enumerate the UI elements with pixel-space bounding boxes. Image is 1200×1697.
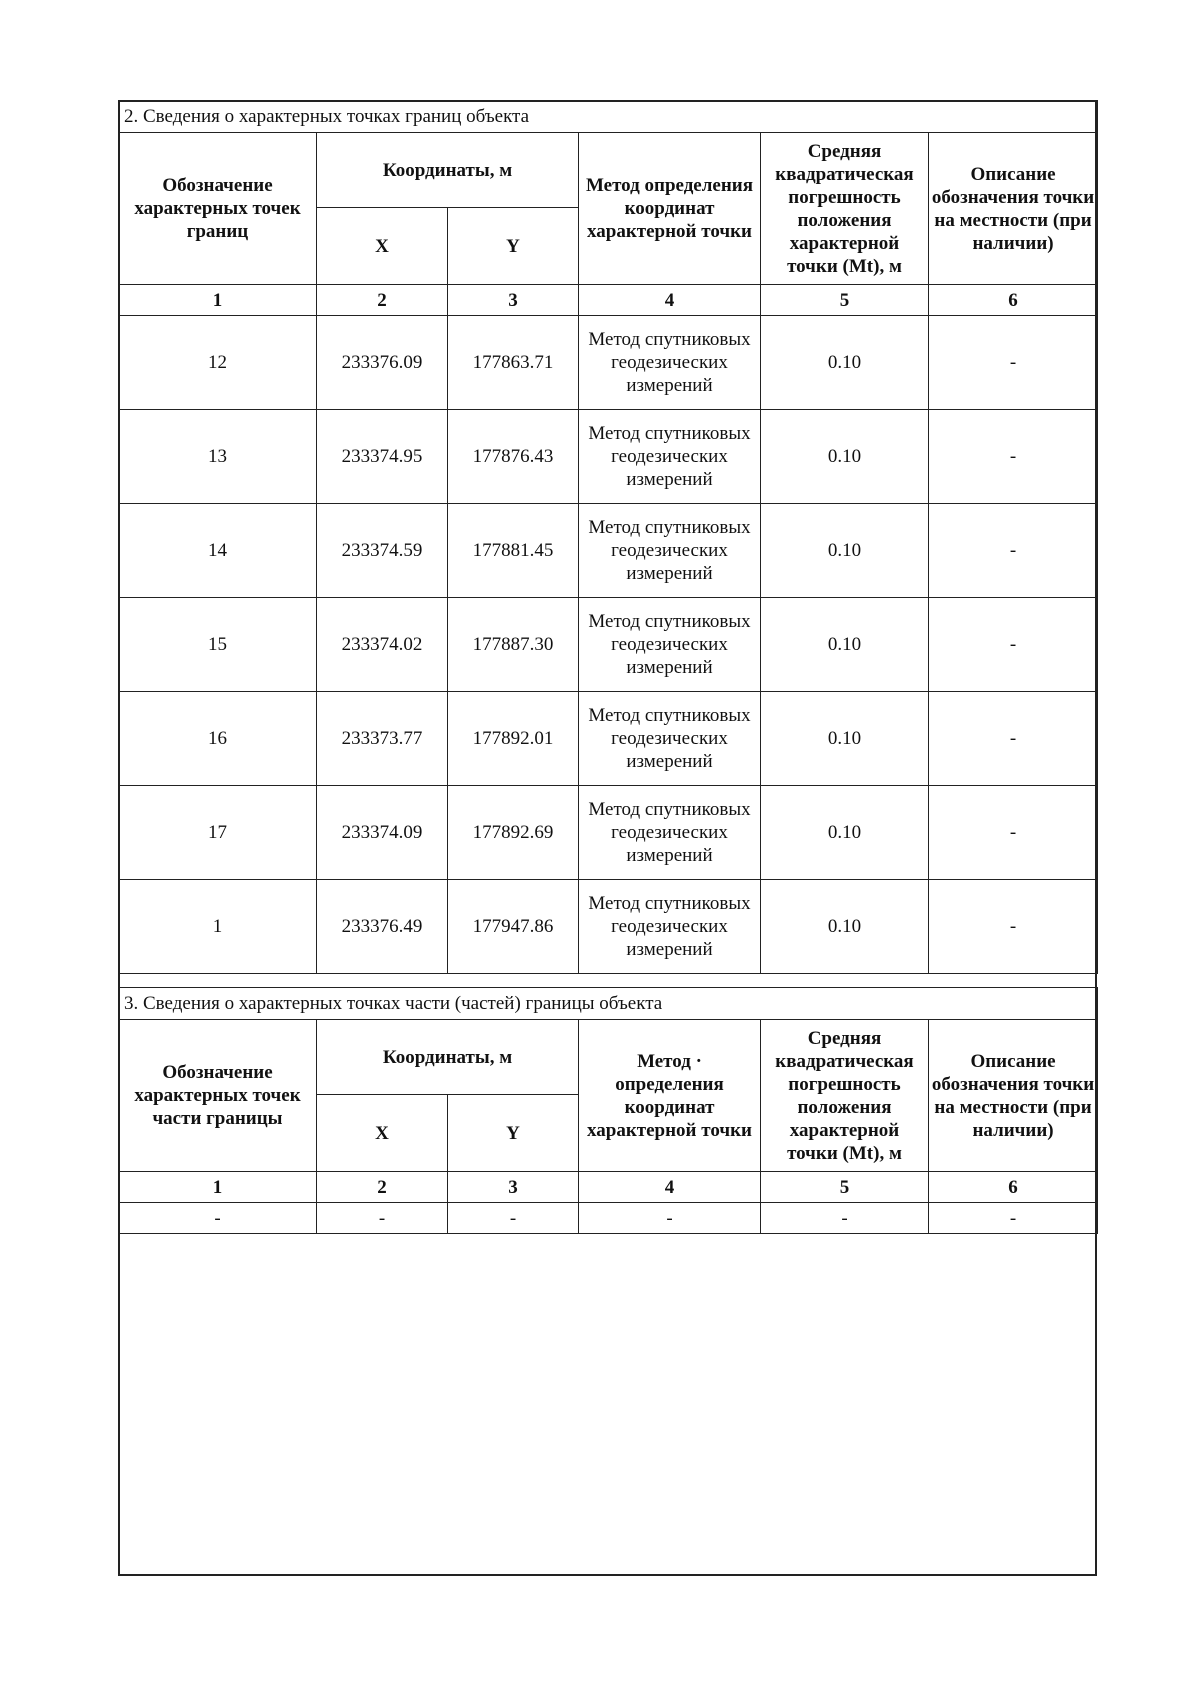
cell-point: 17 <box>119 786 317 880</box>
header-point: Обозначение характерных точек части границы <box>119 1020 317 1172</box>
cell-y: 177947.86 <box>448 880 579 974</box>
header-y: Y <box>448 1095 579 1172</box>
cell-error: 0.10 <box>761 786 929 880</box>
table-row <box>119 786 1098 880</box>
cell-error: - <box>761 1203 929 1234</box>
cell-method: Метод спутниковых геодезических измерений <box>579 692 761 786</box>
cell-x: 233376.49 <box>317 880 448 974</box>
cell-x: 233374.09 <box>317 786 448 880</box>
cell-x: 233374.02 <box>317 598 448 692</box>
cell-method: Метод спутниковых геодезических измерений <box>579 598 761 692</box>
table-row <box>119 410 1098 504</box>
header-error: Средняя квадратическая погрешность положения характерной точки (Mt), м <box>761 1020 929 1172</box>
header-point: Обозначение характерных точек границ <box>119 133 317 285</box>
cell-point: 14 <box>119 504 317 598</box>
table-row <box>119 1203 1098 1234</box>
column-number: 1 <box>119 1172 317 1203</box>
cell-y: 177881.45 <box>448 504 579 598</box>
section-3-title: 3. Сведения о характерных точках части (частей) границы объекта <box>119 988 1098 1020</box>
header-description: Описание обозначения точки на местности (при наличии) <box>929 133 1098 285</box>
cell-x: 233373.77 <box>317 692 448 786</box>
cell-point: 1 <box>119 880 317 974</box>
header-coords: Координаты, м <box>317 1020 579 1095</box>
header-y: Y <box>448 208 579 285</box>
cell-y: 177863.71 <box>448 316 579 410</box>
header-method: Метод определения координат характерной точки <box>579 133 761 285</box>
cell-x: 233374.95 <box>317 410 448 504</box>
cell-description: - <box>929 598 1098 692</box>
header-error: Средняя квадратическая погрешность положения характерной точки (Mt), м <box>761 133 929 285</box>
cell-x: - <box>317 1203 448 1234</box>
column-number: 5 <box>761 1172 929 1203</box>
cell-method: - <box>579 1203 761 1234</box>
cell-error: 0.10 <box>761 504 929 598</box>
column-number: 2 <box>317 1172 448 1203</box>
table-row <box>119 598 1098 692</box>
cell-error: 0.10 <box>761 410 929 504</box>
cell-point: 16 <box>119 692 317 786</box>
cell-method: Метод спутниковых геодезических измерений <box>579 410 761 504</box>
cell-point: 13 <box>119 410 317 504</box>
table-row <box>119 880 1098 974</box>
table-row <box>119 316 1098 410</box>
cell-description: - <box>929 692 1098 786</box>
cell-method: Метод спутниковых геодезических измерений <box>579 880 761 974</box>
cell-error: 0.10 <box>761 880 929 974</box>
column-number: 2 <box>317 285 448 316</box>
header-x: X <box>317 208 448 285</box>
cell-x: 233374.59 <box>317 504 448 598</box>
cell-y: 177876.43 <box>448 410 579 504</box>
column-number: 3 <box>448 285 579 316</box>
table-row <box>119 504 1098 598</box>
cell-point: 15 <box>119 598 317 692</box>
cell-point: - <box>119 1203 317 1234</box>
cell-y: 177892.01 <box>448 692 579 786</box>
cell-y: 177892.69 <box>448 786 579 880</box>
header-x: X <box>317 1095 448 1172</box>
column-number: 4 <box>579 285 761 316</box>
column-number: 3 <box>448 1172 579 1203</box>
boundary-part-points-table <box>118 987 1098 1234</box>
section-2-title: 2. Сведения о характерных точках границ объекта <box>119 101 1098 133</box>
cell-y: - <box>448 1203 579 1234</box>
cell-description: - <box>929 1203 1098 1234</box>
column-number: 1 <box>119 285 317 316</box>
boundary-points-table <box>118 100 1098 974</box>
header-description: Описание обозначения точки на местности (при наличии) <box>929 1020 1098 1172</box>
cell-description: - <box>929 316 1098 410</box>
cell-point: 12 <box>119 316 317 410</box>
cell-error: 0.10 <box>761 316 929 410</box>
header-coords: Координаты, м <box>317 133 579 208</box>
cell-error: 0.10 <box>761 692 929 786</box>
cell-description: - <box>929 880 1098 974</box>
cell-description: - <box>929 410 1098 504</box>
column-number: 6 <box>929 1172 1098 1203</box>
cell-x: 233376.09 <box>317 316 448 410</box>
column-number: 6 <box>929 285 1098 316</box>
cell-method: Метод спутниковых геодезических измерений <box>579 786 761 880</box>
cell-method: Метод спутниковых геодезических измерений <box>579 504 761 598</box>
header-method: Метод · определения координат характерной точки <box>579 1020 761 1172</box>
cell-description: - <box>929 786 1098 880</box>
cell-description: - <box>929 504 1098 598</box>
cell-method: Метод спутниковых геодезических измерений <box>579 316 761 410</box>
table-row <box>119 692 1098 786</box>
column-number: 4 <box>579 1172 761 1203</box>
cell-error: 0.10 <box>761 598 929 692</box>
cell-y: 177887.30 <box>448 598 579 692</box>
column-number: 5 <box>761 285 929 316</box>
